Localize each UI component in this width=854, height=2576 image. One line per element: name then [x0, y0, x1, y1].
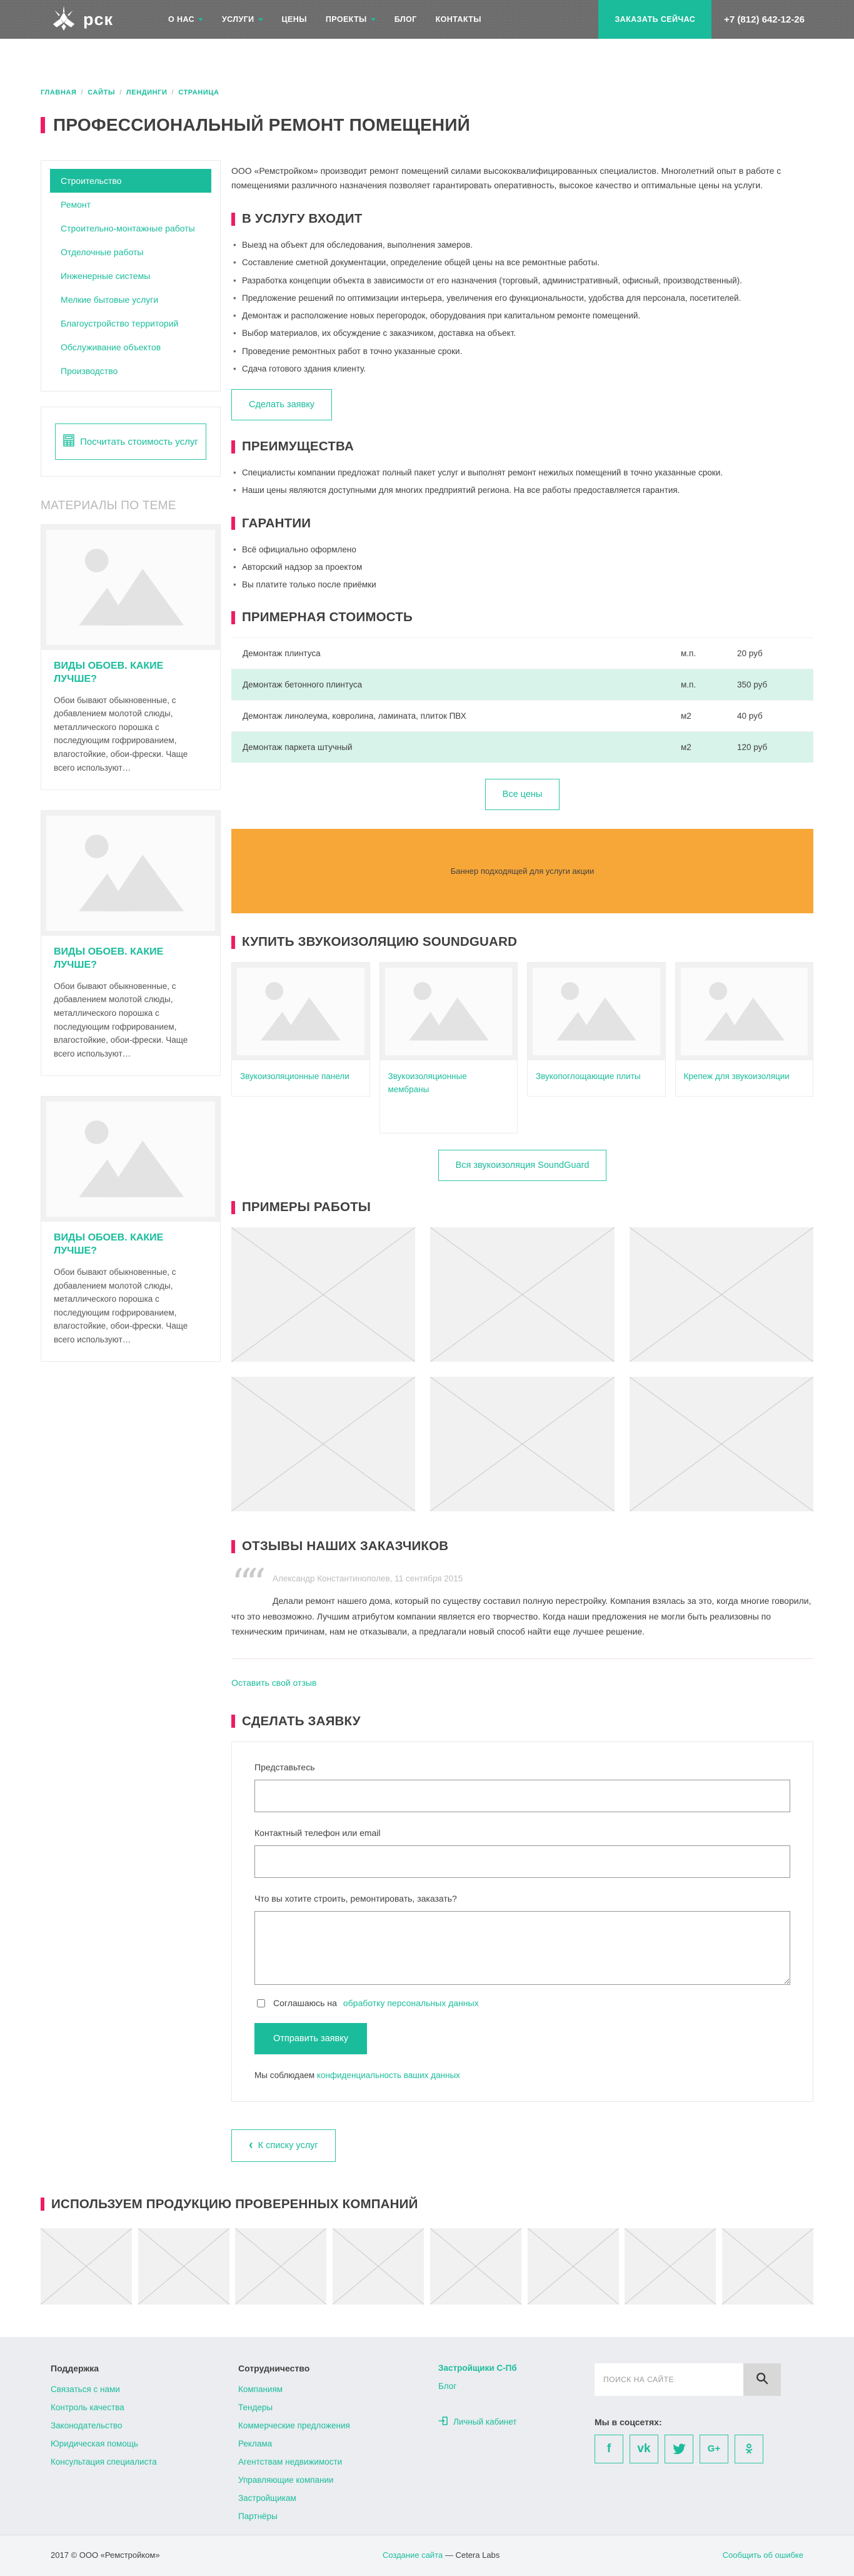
- footer-extra-column: [438, 2363, 595, 2530]
- footer-link-developers-spb[interactable]: Застройщики С-Пб: [438, 2363, 517, 2373]
- personal-account-link[interactable]: Личный кабинет: [438, 2416, 595, 2428]
- contact-field[interactable]: [254, 1845, 790, 1878]
- heading-accent-bar: [231, 440, 235, 454]
- personal-data-link[interactable]: обработку персональных данных: [343, 1998, 479, 2009]
- work-example-placeholder: [430, 1227, 614, 1362]
- sidebar-item-production[interactable]: Производство: [61, 366, 118, 376]
- breadcrumb-landings[interactable]: ЛЕНДИНГИ: [126, 89, 168, 96]
- list-item: • Специалисты компании предложат полный пакет услуг и выполнят ремонт нежилых помещений в точно указанные сроки.: [231, 467, 813, 479]
- work-example-placeholder: [430, 1377, 614, 1511]
- consent-checkbox[interactable]: [257, 1999, 265, 2007]
- product-card[interactable]: [231, 962, 370, 1097]
- article-image-placeholder: [41, 1097, 220, 1222]
- site-credits: Создание сайта — Cetera Labs: [382, 2550, 500, 2560]
- contact-label: Контактный телефон или email: [254, 1827, 381, 1838]
- section-reviews-heading: ОТЗЫВЫ НАШИХ ЗАКАЗЧИКОВ: [231, 1539, 813, 1554]
- consent-row: [254, 1997, 790, 2009]
- heading-accent-bar: [231, 517, 235, 530]
- product-caption[interactable]: Звукоизоляционные мембраны: [388, 1072, 467, 1095]
- article-title[interactable]: ВИДЫ ОБОЕВ. КАКИЕ ЛУЧШЕ?: [54, 946, 164, 970]
- search-button[interactable]: [743, 2363, 781, 2396]
- calculator-box: [41, 407, 221, 477]
- article-snippet: Обои бывают обыкновенные, с добавлением молотой слюды, металлического порошка с последующим гофрированием, влагостойкие, обои-фрески. Чаще всего используют…: [54, 981, 188, 1058]
- all-soundguard-button[interactable]: Вся звукоизоляция SoundGuard: [438, 1150, 607, 1181]
- nav-blog[interactable]: БЛОГ: [394, 15, 417, 24]
- leave-review-link[interactable]: Оставить свой отзыв: [231, 1677, 317, 1688]
- heading-accent-bar: [231, 611, 235, 624]
- sidebar-item-maintenance[interactable]: Обслуживание объектов: [61, 342, 161, 352]
- list-item: • Разработка концепции объекта в зависимости от его назначения (торговый, административный, офисный, производственный).: [231, 275, 813, 287]
- heading-accent-bar: [231, 936, 235, 949]
- work-example-placeholder: [630, 1377, 813, 1511]
- calculate-cost-button[interactable]: Посчитать стоимость услуг: [55, 423, 206, 460]
- image-placeholder-icon: [546, 976, 646, 1048]
- social-title: Мы в соцсетях:: [595, 2416, 662, 2427]
- nav-services[interactable]: УСЛУГИ: [222, 15, 263, 24]
- product-card[interactable]: [379, 962, 518, 1133]
- calculator-icon: [63, 434, 74, 449]
- list-item: • Авторский надзор за проектом: [231, 561, 813, 574]
- services-menu: [41, 160, 221, 392]
- list-item: • Вы платите только после приёмки: [231, 579, 813, 591]
- heading-accent-bar: [231, 213, 235, 226]
- consent-text: Соглашаюсь на: [273, 1998, 337, 2009]
- privacy-link[interactable]: конфиденциальность ваших данных: [316, 2070, 460, 2080]
- review-author: Александр Константинополев, 11 сентября 2015: [273, 1574, 463, 1584]
- name-label: Представьтесь: [254, 1762, 315, 1772]
- message-field[interactable]: [254, 1911, 790, 1985]
- section-partners-heading: ИСПОЛЬЗУЕМ ПРОДУКЦИЮ ПРОВЕРЕННЫХ КОМПАНИЙ: [41, 2197, 813, 2212]
- heading-accent-bar: [231, 1201, 235, 1214]
- all-prices-button[interactable]: Все цены: [485, 779, 560, 810]
- name-field[interactable]: [254, 1780, 790, 1812]
- review-text: Делали ремонт нашего дома, который по существу составил полную перестройку. Компания взялась за это, когда многие говорили, что это невозможно. Лучшим атрибутом компании является его творчество. Когда наши предложения не могли быть реализовны по техническим причинам, нам не отказывали, а предлагали новый способ найти еще лучшее решение.: [231, 1596, 811, 1637]
- footer-link-legislation[interactable]: Законодательство: [51, 2420, 123, 2430]
- section-soundguard-heading: КУПИТЬ ЗВУКОИЗОЛЯЦИЮ SOUNDGUARD: [231, 935, 813, 950]
- list-item: • Сдача готового здания клиенту.: [231, 363, 813, 375]
- credits-link[interactable]: Создание сайта: [382, 2550, 443, 2560]
- make-request-button[interactable]: Сделать заявку: [231, 389, 332, 420]
- intro-text: ООО «Ремстройком» производит ремонт помещений силами высококвалифицированных специалистов. Многолетний опыт в работе с помещениями различного назначения позволяет гарантировать оперативность, высокое качество и оптимальные цены на услуги.: [231, 166, 781, 191]
- nav-contacts[interactable]: КОНТАКТЫ: [435, 15, 481, 24]
- partner-logo-placeholder: [625, 2228, 716, 2305]
- partner-logo-placeholder: [138, 2228, 229, 2305]
- image-placeholder-icon: [65, 1112, 197, 1207]
- facebook-icon[interactable]: f: [595, 2435, 623, 2463]
- divider: [231, 1658, 813, 1659]
- article-card[interactable]: [41, 524, 221, 790]
- report-error-link[interactable]: Сообщить об ошибке: [722, 2550, 803, 2560]
- list-item: • Составление сметной документации, определение общей цены на все ремонтные работы.: [231, 256, 813, 269]
- advantages-list: [231, 467, 813, 497]
- section-advantages-heading: ПРЕИМУЩЕСТВА: [231, 439, 813, 454]
- sidebar-item-finishing[interactable]: Отделочные работы: [61, 247, 144, 257]
- odnoklassniki-icon[interactable]: [735, 2435, 763, 2463]
- logo-snowflake-icon: [51, 5, 77, 34]
- work-example-placeholder: [231, 1227, 415, 1362]
- breadcrumb-page[interactable]: СТРАНИЦА: [178, 89, 219, 96]
- promo-banner[interactable]: Баннер подходящей для услуги акции: [231, 829, 813, 913]
- copyright: 2017 © ООО «Ремстройком»: [51, 2550, 160, 2560]
- sidebar-item-repair[interactable]: Ремонт: [61, 200, 91, 210]
- guarantees-list: [231, 544, 813, 592]
- image-placeholder-icon: [695, 976, 794, 1048]
- footer-link-companies[interactable]: Компаниям: [238, 2384, 283, 2394]
- breadcrumb-sites[interactable]: САЙТЫ: [88, 89, 116, 96]
- nav-prices[interactable]: ЦЕНЫ: [281, 15, 307, 24]
- partner-logo-placeholder: [430, 2228, 521, 2305]
- title-accent-bar: [41, 117, 45, 133]
- phone-number: +7 (812) 642-12-26: [724, 14, 805, 25]
- article-card[interactable]: [41, 1096, 221, 1362]
- list-item: • Демонтаж и расположение новых перегородок, оборудования при капитальном ремонте помещений.: [231, 310, 813, 322]
- chevron-down-icon: [258, 18, 263, 21]
- article-snippet: Обои бывают обыкновенные, с добавлением молотой слюды, металлического порошка с последующим гофрированием, влагостойкие, обои-фрески. Чаще всего используют…: [54, 1267, 188, 1344]
- section-pricing-heading: ПРИМЕРНАЯ СТОИМОСТЬ: [231, 610, 813, 625]
- product-card[interactable]: [675, 962, 814, 1097]
- article-image-placeholder: [41, 811, 220, 936]
- table-row: Демонтаж плинтуса м.п. 20 руб: [231, 638, 813, 669]
- chevron-down-icon: [198, 18, 203, 21]
- article-title[interactable]: ВИДЫ ОБОЕВ. КАКИЕ ЛУЧШЕ?: [54, 661, 164, 684]
- breadcrumb-home[interactable]: ГЛАВНАЯ: [41, 89, 77, 96]
- footer-link-blog[interactable]: Блог: [438, 2381, 457, 2391]
- chevron-left-icon: ‹: [249, 2137, 253, 2152]
- soundguard-products: [231, 962, 813, 1133]
- product-caption[interactable]: Звукопоглощающие плиты: [536, 1072, 641, 1082]
- image-placeholder-icon: [65, 540, 197, 635]
- footer-link-commercial[interactable]: Коммерческие предложения: [238, 2420, 350, 2430]
- main-nav: [168, 15, 481, 24]
- section-form-heading: СДЕЛАТЬ ЗАЯВКУ: [231, 1714, 813, 1729]
- footer-link-quality[interactable]: Контроль качества: [51, 2402, 124, 2412]
- quote-icon: ““: [231, 1561, 260, 1608]
- footer-column-title: Поддержка: [51, 2363, 99, 2373]
- product-card[interactable]: [527, 962, 666, 1097]
- heading-accent-bar: [231, 1540, 235, 1553]
- work-example-placeholder: [630, 1227, 813, 1362]
- login-icon: [438, 2416, 448, 2428]
- brand-name: рск: [83, 9, 114, 29]
- section-examples-heading: ПРИМЕРЫ РАБОТЫ: [231, 1200, 813, 1215]
- section-includes-heading: В УСЛУГУ ВХОДИТ: [231, 211, 813, 226]
- partner-logo-placeholder: [722, 2228, 813, 2305]
- list-item: • Выбор материалов, их обсуждение с заказчиком, доставка на объект.: [231, 327, 813, 340]
- footer-right-column: [595, 2363, 813, 2530]
- heading-accent-bar: [41, 2198, 44, 2211]
- footer-column-title: Сотрудничество: [238, 2363, 310, 2373]
- sidebar-item-construction[interactable]: Строительство: [50, 169, 211, 193]
- sidebar: [41, 160, 221, 1382]
- nav-projects[interactable]: ПРОЕКТЫ: [326, 15, 376, 24]
- list-item: • Наши цены являются доступными для многих предприятий региона. На все работы предоставляется гарантия.: [231, 484, 813, 497]
- sidebar-item-household[interactable]: Мелкие бытовые услуги: [61, 295, 159, 305]
- article-title[interactable]: ВИДЫ ОБОЕВ. КАКИЕ ЛУЧШЕ?: [54, 1232, 164, 1257]
- image-placeholder-icon: [65, 826, 197, 921]
- footer-link-management-companies[interactable]: Управляющие компании: [238, 2475, 334, 2485]
- footer-link-partners[interactable]: Партнёры: [238, 2511, 278, 2521]
- includes-list: [231, 239, 813, 375]
- list-item: • Всё официально оформлено: [231, 544, 813, 556]
- price-table: [231, 637, 813, 763]
- footer-link-tenders[interactable]: Тендеры: [238, 2402, 273, 2412]
- list-item: • Предложение решений по оптимизации интерьера, увеличения его функциональности, удобства для персонала, посетителей.: [231, 292, 813, 305]
- footer-link-consultation[interactable]: Консультация специалиста: [51, 2457, 157, 2467]
- work-examples-grid: [231, 1227, 813, 1511]
- site-search: [595, 2363, 781, 2396]
- main-content: [231, 160, 813, 2162]
- heading-accent-bar: [231, 1715, 235, 1728]
- back-to-services-button[interactable]: ‹ К списку услуг: [231, 2129, 336, 2162]
- partner-logo-placeholder: [235, 2228, 326, 2305]
- table-row: Демонтаж линолеума, ковролина, ламината, плиток ПВХ м2 40 руб: [231, 701, 813, 732]
- report-error: [723, 2550, 803, 2560]
- article-card[interactable]: [41, 810, 221, 1076]
- footer-link-realty-agencies[interactable]: Агентствам недвижимости: [238, 2457, 343, 2467]
- article-image-placeholder: [41, 525, 220, 650]
- section-guarantees-heading: ГАРАНТИИ: [231, 516, 813, 531]
- request-form: [231, 1742, 813, 2102]
- product-caption[interactable]: Крепеж для звукоизоляции: [683, 1072, 790, 1082]
- image-placeholder-icon: [399, 976, 498, 1048]
- footer-support-column: [51, 2363, 238, 2530]
- sidebar-item-installation[interactable]: Строительно-монтажные работы: [61, 223, 195, 233]
- sidebar-item-landscaping[interactable]: Благоустройство территорий: [61, 318, 179, 328]
- product-caption[interactable]: Звукоизоляционные панели: [240, 1072, 349, 1082]
- logo[interactable]: [51, 5, 113, 34]
- partner-logos: [41, 2228, 813, 2305]
- page-title: ПРОФЕССИОНАЛЬНЫЙ РЕМОНТ ПОМЕЩЕНИЙ: [41, 115, 813, 135]
- list-item: • Выезд на объект для обследования, выполнения замеров.: [231, 239, 813, 251]
- google-plus-icon[interactable]: G+: [700, 2435, 728, 2463]
- footer-bottom-bar: [0, 2535, 854, 2576]
- social-links: [595, 2435, 813, 2463]
- site-footer: [0, 2337, 854, 2576]
- breadcrumb: ГЛАВНАЯ / САЙТЫ / ЛЕНДИНГИ / СТРАНИЦА: [41, 89, 219, 96]
- search-icon: [755, 2371, 769, 2387]
- table-row: Демонтаж бетонного плинтуса м.п. 350 руб: [231, 669, 813, 701]
- chevron-down-icon: [371, 18, 376, 21]
- article-snippet: Обои бывают обыкновенные, с добавлением молотой слюды, металлического порошка с последующим гофрированием, влагостойкие, обои-фрески. Чаще всего используют…: [54, 695, 188, 773]
- footer-cooperation-column: [238, 2363, 438, 2530]
- footer-link-legal-help[interactable]: Юридическая помощь: [51, 2438, 138, 2448]
- footer-link-advertising[interactable]: Реклама: [238, 2438, 273, 2448]
- twitter-icon[interactable]: [665, 2435, 693, 2463]
- customer-review: [231, 1561, 813, 1640]
- partner-logo-placeholder: [41, 2228, 132, 2305]
- table-row: Демонтаж паркета штучный м2 120 руб: [231, 732, 813, 763]
- search-input[interactable]: [595, 2363, 743, 2396]
- vk-icon[interactable]: vk: [630, 2435, 658, 2463]
- site-header: [0, 0, 854, 39]
- work-example-placeholder: [231, 1377, 415, 1511]
- privacy-note: Мы соблюдаем конфиденциальность ваших данных: [254, 2070, 460, 2080]
- message-label: Что вы хотите строить, ремонтировать, заказать?: [254, 1893, 457, 1904]
- sidebar-item-engineering[interactable]: Инженерные системы: [61, 271, 151, 281]
- footer-link-contact-us[interactable]: Связаться с нами: [51, 2384, 120, 2394]
- order-now-button[interactable]: ЗАКАЗАТЬ СЕЙЧАС: [598, 0, 711, 39]
- nav-about[interactable]: О НАС: [168, 15, 203, 24]
- list-item: • Проведение ремонтных работ в точно указанные сроки.: [231, 345, 813, 358]
- materials-heading: МАТЕРИАЛЫ ПО ТЕМЕ: [41, 499, 176, 512]
- partner-logo-placeholder: [528, 2228, 619, 2305]
- image-placeholder-icon: [251, 976, 350, 1048]
- footer-link-developers[interactable]: Застройщикам: [238, 2493, 296, 2503]
- partner-logo-placeholder: [333, 2228, 424, 2305]
- submit-request-button[interactable]: Отправить заявку: [254, 2023, 367, 2054]
